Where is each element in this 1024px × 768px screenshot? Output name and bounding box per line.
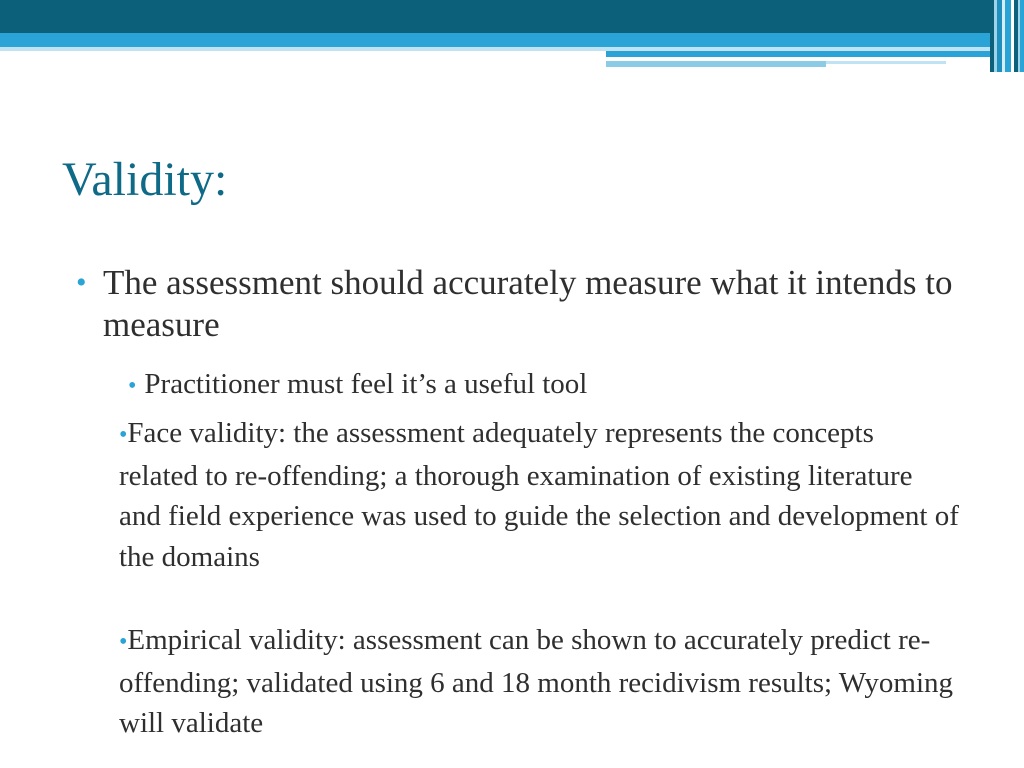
sub-bullet-text: Practitioner must feel it’s a useful tool	[144, 368, 588, 400]
sub-bullet-practitioner	[128, 366, 928, 404]
sub-bullet-text: Empirical validity: assessment can be shown to accurately predict re-offending; validated using 6 and 18 month recidivism results; Wyoming will validate	[119, 624, 954, 739]
sub-bullet-empirical-validity	[119, 620, 959, 744]
banner-accent-line-pale	[826, 61, 946, 64]
banner-accent-line-light	[606, 61, 826, 67]
bullet-dot: •	[119, 629, 128, 655]
bullet-dot: •	[128, 373, 137, 399]
header-banner	[0, 0, 1024, 72]
banner-mid-band	[0, 33, 990, 47]
bullet-main	[76, 262, 966, 346]
banner-vertical-stripes	[990, 0, 1024, 72]
bullet-main-text: The assessment should accurately measure what it intends to measure	[103, 263, 953, 344]
slide-title: Validity:	[62, 153, 228, 206]
banner-dark-band	[0, 0, 1024, 33]
bullet-dot: •	[119, 422, 128, 448]
sub-bullet-face-validity	[119, 413, 959, 577]
sub-bullet-text: Face validity: the assessment adequately represents the concepts related to re-offending; a thorough examination of existing literature and field experience was used to guide the selection and development of the domains	[119, 417, 959, 573]
bullet-dot: •	[76, 266, 87, 299]
